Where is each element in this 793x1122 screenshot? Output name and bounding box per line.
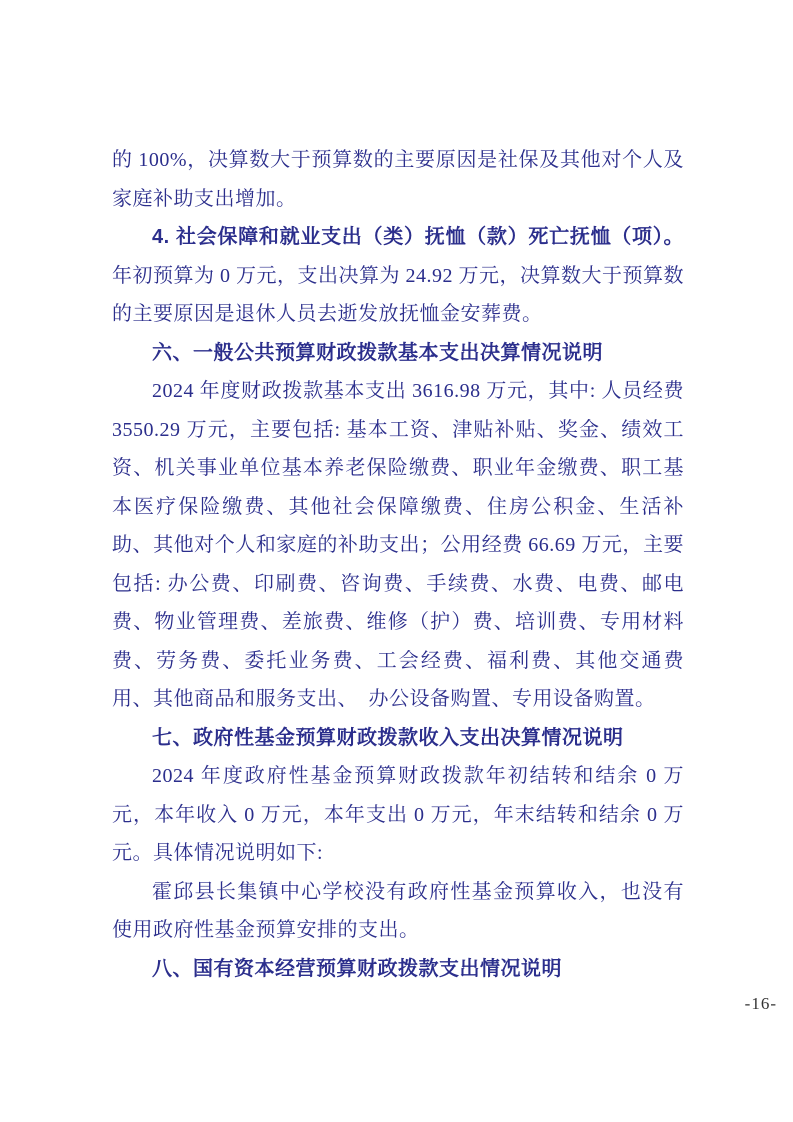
paragraph-item4 [112, 218, 684, 334]
section-heading-six: 六、一般公共预算财政拨款基本支出决算情况说明 [152, 341, 603, 364]
item4-body-text: 年初预算为 0 万元，支出决算为 24.92 万元，决算数大于预算数的主要原因是退休人员去逝发放抚恤金安葬费。 [112, 264, 684, 325]
document-content [112, 141, 684, 988]
paragraph-seven-detail: 霍邱县长集镇中心学校没有政府性基金预算收入，也没有使用政府性基金预算安排的支出。 [112, 880, 684, 941]
item4-inline-heading: 4. 社会保障和就业支出（类）抚恤（款）死亡抚恤（项）。 [152, 226, 684, 248]
paragraph-continuation: 的 100%，决算数大于预算数的主要原因是社保及其他对个人及家庭补助支出增加。 [112, 149, 684, 210]
paragraph-six-body: 2024 年度财政拨款基本支出 3616.98 万元，其中: 人员经费 3550.29 万元，主要包括: 基本工资、津贴补贴、奖金、绩效工资、机关事业单位基本养老保险缴费、职业年金缴费、职工基本医疗保险缴费、其他社会保障缴费、住房公积金、生活补助、其他对个人和家庭的补助支出；公用经费 66.69 万元，主要包括: 办公费、印刷费、咨询费、手续费、水费、电费、邮电费、物业管理费、差旅费、维修（护）费、培训费、专用材料费、劳务费、委托业务费、工会经费、福利费、其他交通费用、其他商品和服务支出、 办公设备购置、专用设备购置。 [112, 380, 684, 710]
page-number: -16- [744, 994, 777, 1013]
paragraph-seven-summary: 2024 年度政府性基金预算财政拨款年初结转和结余 0 万元，本年收入 0 万元，本年支出 0 万元，年末结转和结余 0 万元。具体情况说明如下: [112, 765, 684, 864]
section-heading-eight: 八、国有资本经营预算财政拨款支出情况说明 [152, 957, 562, 980]
section-heading-seven: 七、政府性基金预算财政拨款收入支出决算情况说明 [152, 726, 624, 749]
